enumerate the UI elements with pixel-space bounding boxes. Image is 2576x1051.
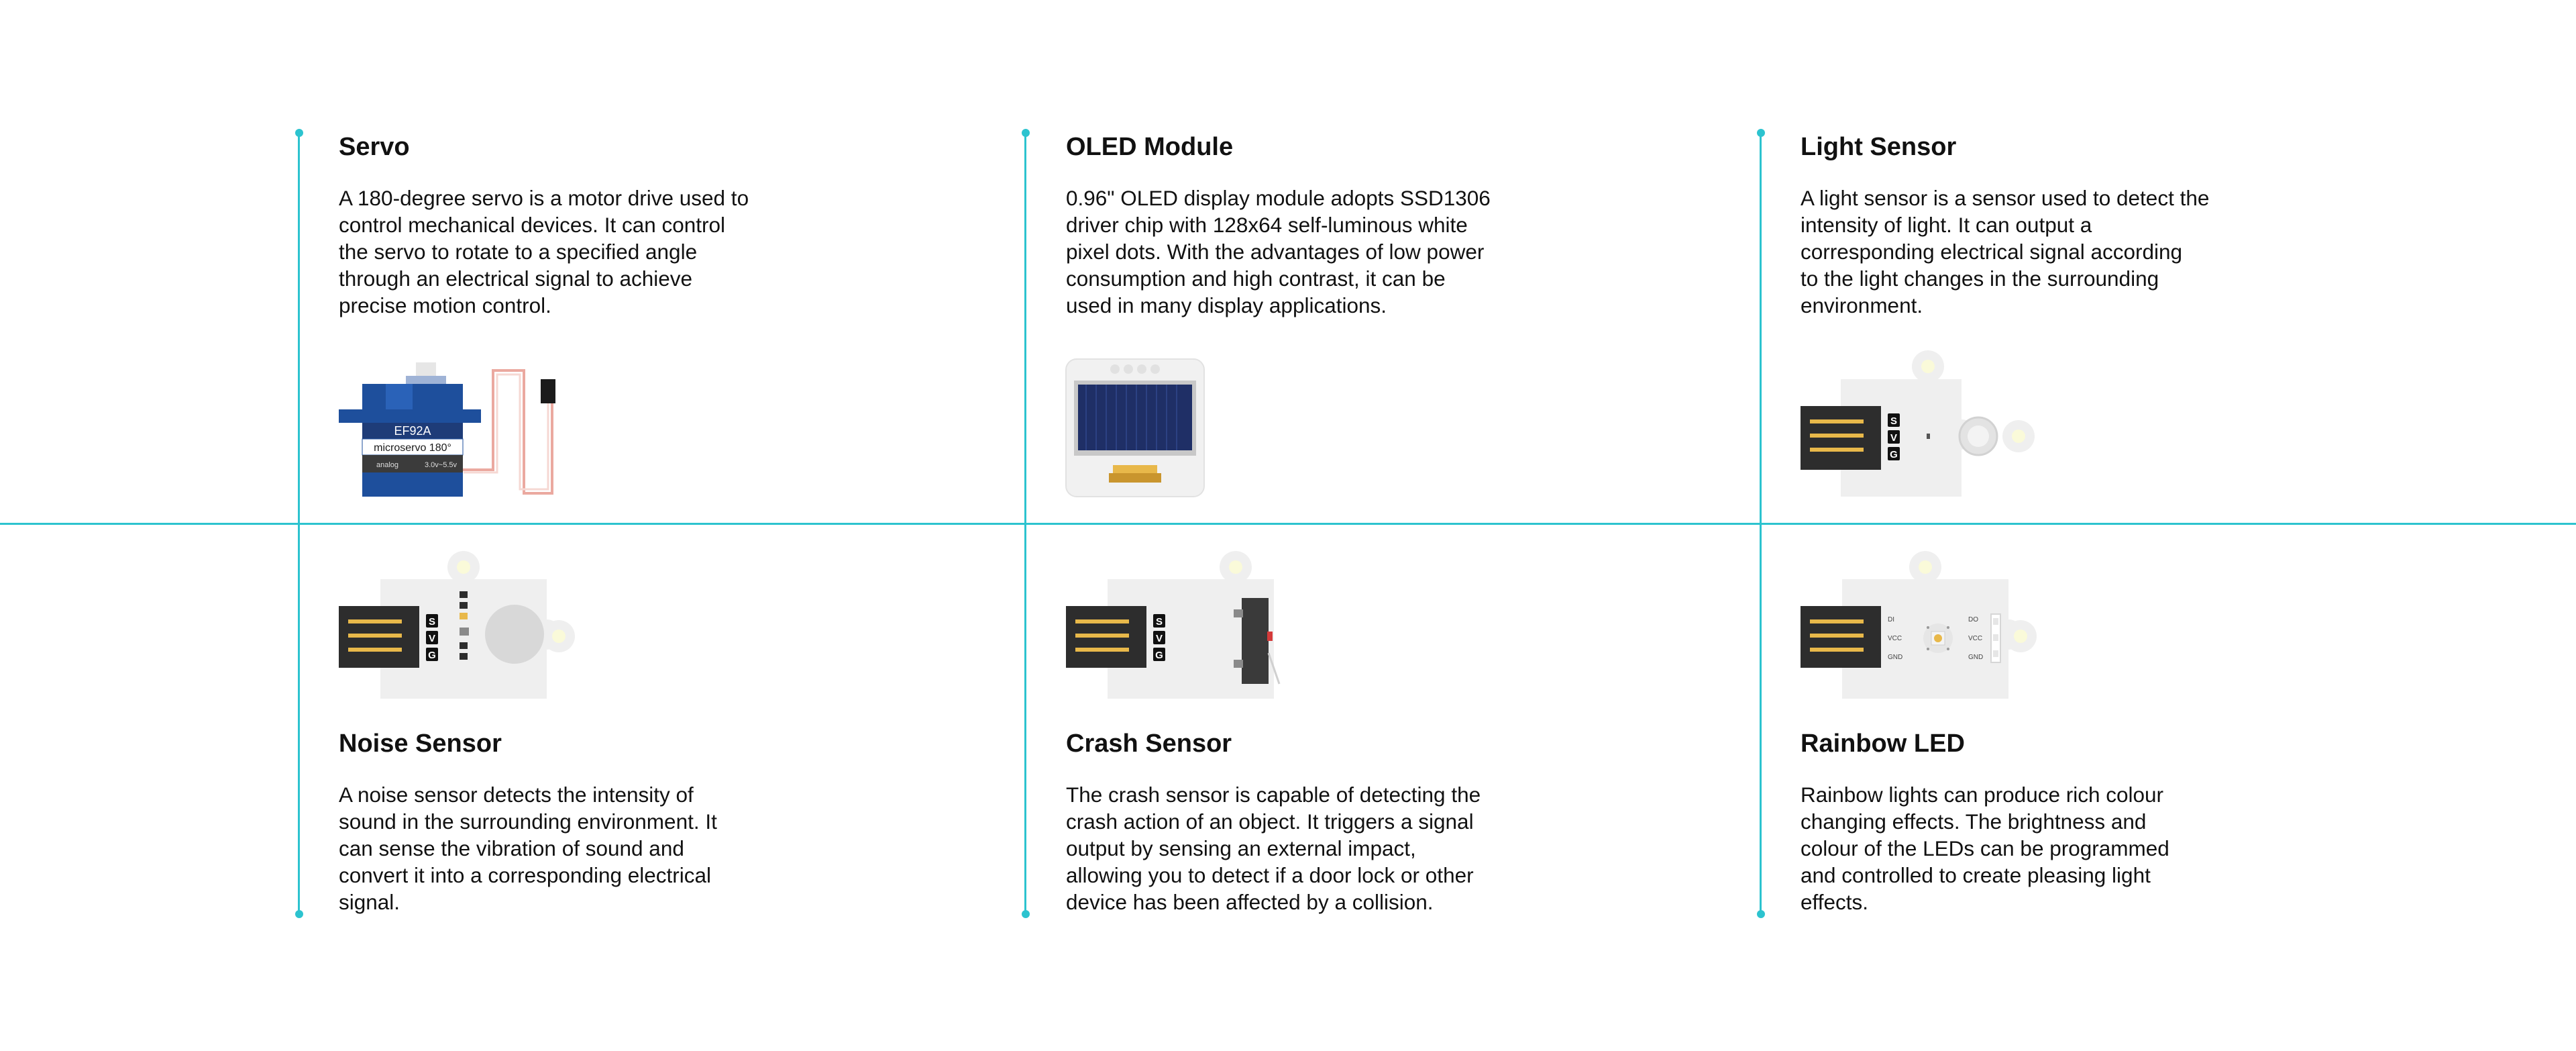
rainbow-led-board-icon <box>1801 552 2042 700</box>
pin-v-label: V <box>428 633 436 644</box>
oled-description <box>1066 185 1491 319</box>
pin-di-label: DI <box>1888 616 1894 623</box>
description-line: convert it into a corresponding electrical <box>339 863 712 887</box>
description-line: corresponding electrical signal according <box>1801 240 2183 264</box>
pin-gnd-label: GND <box>1888 654 1903 661</box>
description-line: environment. <box>1801 293 1923 317</box>
description-line: signal. <box>339 890 400 914</box>
servo-brand-label: microservo 180° <box>374 442 451 454</box>
crash-description <box>1066 781 1481 915</box>
light-sensor-board-icon <box>1801 349 2042 500</box>
description-line: and controlled to create pleasing light <box>1801 863 2151 887</box>
description-line: used in many display applications. <box>1066 293 1387 317</box>
servo-voltage-label: 3.0v~5.5v <box>425 461 458 469</box>
servo-title: Servo <box>339 133 410 161</box>
pin-g-label: G <box>428 650 436 661</box>
pin-vcc-label: VCC <box>1968 635 1983 642</box>
oled-title: OLED Module <box>1066 133 1234 161</box>
pin-gnd-label: GND <box>1968 654 1984 661</box>
pin-s-label: S <box>1155 616 1163 628</box>
crash-sensor-board-icon <box>1066 552 1307 700</box>
description-line: A 180-degree servo is a motor drive used to <box>339 186 749 210</box>
description-line: to the light changes in the surrounding <box>1801 266 2159 291</box>
pin-s-label: S <box>428 616 436 628</box>
description-line: Rainbow lights can produce rich colour <box>1801 783 2164 807</box>
divider-dot <box>1022 129 1030 137</box>
description-line: colour of the LEDs can be programmed <box>1801 836 2169 860</box>
pin-v-label: V <box>1155 633 1163 644</box>
description-line: A noise sensor detects the intensity of <box>339 783 694 807</box>
noise-sensor-board-icon <box>339 552 580 700</box>
pin-g-label: G <box>1155 650 1163 661</box>
description-line: precise motion control. <box>339 293 551 317</box>
column-divider-2 <box>1024 132 1026 916</box>
divider-dot <box>1022 910 1030 918</box>
description-line: changing effects. The brightness and <box>1801 809 2147 834</box>
pin-s-label: S <box>1890 415 1898 427</box>
column-divider-3 <box>1760 132 1762 916</box>
servo-description <box>339 185 749 319</box>
description-line: crash action of an object. It triggers a signal <box>1066 809 1474 834</box>
description-line: control mechanical devices. It can control <box>339 213 726 237</box>
rainbow-description <box>1801 781 2169 915</box>
description-line: device has been affected by a collision. <box>1066 890 1434 914</box>
crash-title: Crash Sensor <box>1066 730 1232 758</box>
description-line: The crash sensor is capable of detecting the <box>1066 783 1481 807</box>
description-line: A light sensor is a sensor used to detect the <box>1801 186 2210 210</box>
light-title: Light Sensor <box>1801 133 1957 161</box>
description-line: 0.96" OLED display module adopts SSD1306 <box>1066 186 1491 210</box>
description-line: driver chip with 128x64 self-luminous white <box>1066 213 1468 237</box>
divider-dot <box>295 129 303 137</box>
divider-dot <box>1757 910 1765 918</box>
servo-model-label: EF92A <box>394 424 431 438</box>
pin-g-label: G <box>1890 449 1898 460</box>
column-divider-1 <box>298 132 300 916</box>
description-line: can sense the vibration of sound and <box>339 836 684 860</box>
description-line: intensity of light. It can output a <box>1801 213 2092 237</box>
pin-v-label: V <box>1890 432 1898 444</box>
light-description <box>1801 185 2209 319</box>
description-line: output by sensing an external impact, <box>1066 836 1416 860</box>
description-line: sound in the surrounding environment. It <box>339 809 717 834</box>
description-line: effects. <box>1801 890 1868 914</box>
noise-title: Noise Sensor <box>339 730 502 758</box>
noise-description <box>339 781 717 915</box>
horizontal-divider <box>0 523 2576 525</box>
divider-dot <box>1757 129 1765 137</box>
pin-vcc-label: VCC <box>1888 635 1902 642</box>
oled-display-icon <box>1066 359 1204 497</box>
description-line: the servo to rotate to a specified angle <box>339 240 698 264</box>
rainbow-title: Rainbow LED <box>1801 730 1965 758</box>
pin-do-label: DO <box>1968 616 1978 623</box>
description-line: pixel dots. With the advantages of low power <box>1066 240 1485 264</box>
description-line: consumption and high contrast, it can be <box>1066 266 1446 291</box>
description-line: through an electrical signal to achieve <box>339 266 693 291</box>
servo-motor-icon <box>339 362 567 497</box>
servo-type-label: analog <box>376 461 399 469</box>
description-line: allowing you to detect if a door lock or other <box>1066 863 1474 887</box>
divider-dot <box>295 910 303 918</box>
